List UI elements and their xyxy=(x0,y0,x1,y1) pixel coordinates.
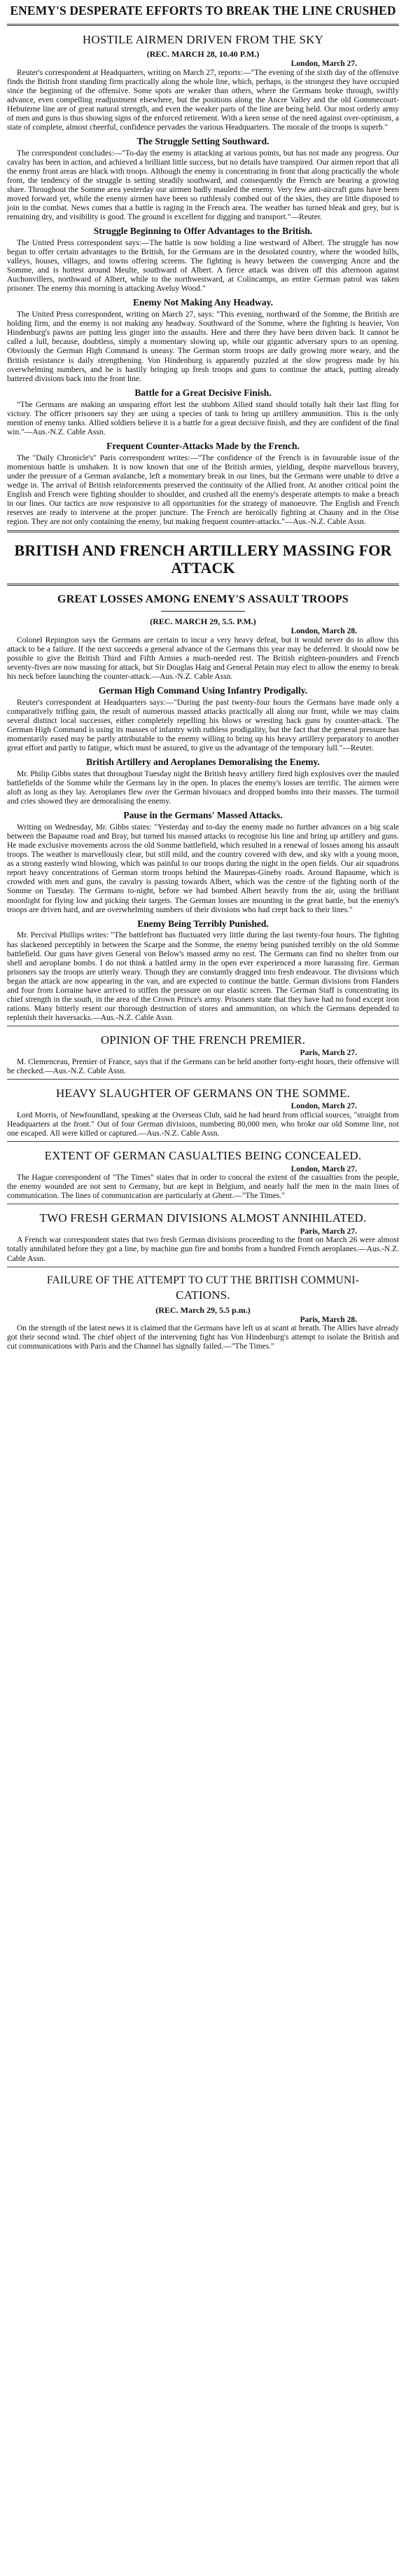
headline-casualties-concealed: EXTENT OF GERMAN CASUALTIES BEING CONCEALED. xyxy=(44,1149,362,1163)
headline-french-premier: OPINION OF THE FRENCH PREMIER. xyxy=(100,1033,306,1047)
dateline: London, March 27. xyxy=(290,1102,357,1111)
story-paragraph: The Hague correspondent of "The Times" states that in order to conceal the extent of the casualties from the people, the enemy wounded are not sent to Germany, but are kept in Belgium, and nearly half the men in the main lines of communication. The lines of communication are particularly at Ghent.—"The Times." xyxy=(7,1173,399,1201)
story-paragraph: Mr. Percival Phillips writes: "The battlefront has fluctuated very little during the last twenty-four hours. The fighting has slackened perceptibly in between the Scarpe and the Somme, the enemy being punished terribly on the old Somme battlefield. Our guns have given General von Below's massed army no rest. The Germans can find no shelter from our shell and aeroplane bombs. I do not think a battled army in the open ever experienced a more harassing fire. German prisoners say the troops are utterly weary. Though they are constantly dragged into fresh endeavour. The divisions which began the attack are now appearing in the van, and are expected to continue the battle. German divisions from Flanders and four from Lorraine have arrived to stiffen the pressure on our elastic screen. The German Staff is concentrating its chief strength in the south, in the area of the Crown Prince's army. Prisoners state that they have had no food except iron rations. Many bitterly resent our thorough destruction of stores and ammunition, on which the Germans depended to replenish their haversacks.—Aus.-N.Z. Cable Assn. xyxy=(7,931,399,1022)
section-title: Enemy Being Terribly Punished. xyxy=(137,918,269,929)
story-paragraph: The United Press correspondent says:—The battle is now holding a line westward of Albert. The struggle has now begun to offer certain advantages to the British, for the Germans are in the desolated country, where the wooded hills, valleys, houses, villages, and towns offering screens. The fighting is heavy between the converging Ancre and the Somme, and is hottest around Meulte, southward of Albert. A fierce attack was driven off this afternoon against Auchonvillers, northward of Albert, while to the northwestward, at Colincamps, an entire German patrol was taken prisoner. The enemy this morning is attacking Aveluy Wood." xyxy=(7,239,399,294)
story-paragraph: Reuter's correspondent at Headquarters says:—"During the past twenty-four hours the Germans have made only a comparatively trifling gain, the result of numerous massed attacks practically all along our front, while we may claim several distinct local successes, either completely repelling his blows or wresting back guns by counter-attack. The German High Command is using its masses of infantry with ruthless prodigality, but the fact that the general pressure has momentarily eased may be partly attributable to the enemy willing to bring up his heavy artillery preparatory to another great effort and partly to fatigue, which must be assured, to give us the advantage of the temporary lull."—Reuter. xyxy=(7,698,399,753)
story-paragraph: The "Daily Chronicle's" Paris correspondent writes:—"The confidence of the French is in favourable issue of the momentous battle is unshaken. It is now known that one of the British armies, yielding, despite marvellous bravery, under the pressure of a German avalanche, left a momentary break in our lines, but the Germans were unable to drive a wedge in. The arrival of British reinforcements preserved the continuity of the Allied front. At another critical point the English and French were fighting shoulder to shoulder, and crushed all the enemy's desperate attempts to make a breach in our lines. Our tactics are now responsive to all opportunities for the strategy of manoeuvre. The English and French reserves are ready to intervene at the proper juncture. The French are heroically fighting at Chauny and in the Oise region. They are not only containing the enemy, but making frequent counter-attacks."—Aus.-N.Z. Cable Assn. xyxy=(7,453,399,526)
story-paragraph: Mr. Philip Gibbs states that throughout Tuesday night the British heavy artillery fired high explosives over the mauled battlefields of the Somme while the Germans lay in the open. In places the enemy's losses are terrific. The airmen were aloft as long as they lay. Aeroplanes flew over the German bivouacs and dropped bombs into their masses. The turmoil and cries showed they are demoralising the enemy. xyxy=(7,770,399,806)
subheadline-great-losses: GREAT LOSSES AMONG ENEMY'S ASSAULT TROOPS xyxy=(57,593,349,605)
section-title: The Struggle Setting Southward. xyxy=(136,136,270,147)
subheadline-hostile-airmen: HOSTILE AIRMEN DRIVEN FROM THE SKY xyxy=(82,33,324,47)
section-title: Battle for a Great Decisive Finish. xyxy=(134,387,272,398)
headline-enemy-efforts: ENEMY'S DESPERATE EFFORTS TO BREAK THE LINE CRUSHED xyxy=(10,4,396,18)
dateline: Paris, March 27. xyxy=(300,1049,357,1058)
divider xyxy=(7,1079,399,1080)
divider xyxy=(7,584,399,586)
story-paragraph: M. Clemenceau, Premier of France, says that if the Germans can be held another forty-eight hours, their offensive will be checked.—Aus.-N.Z. Cable Assn. xyxy=(7,1057,399,1076)
received-time: (REC. MARCH 29, 5.5. P.M.) xyxy=(150,617,256,627)
section-title: Struggle Beginning to Offer Advantages to the British. xyxy=(93,226,313,237)
section-title: German High Command Using Infantry Prodigally. xyxy=(98,685,308,696)
section-title: Enemy Not Making Any Headway. xyxy=(133,297,273,308)
story-paragraph: "The Germans are making an unsparing effort lest the stubborn Allied stand should totally halt their last fling for victory. The officer prisoners say they are using a species of tank to bring up artillery ammunition. This is the only mention of enemy tanks. Allied soldiers believe it is a battle for a great decisive finish, and they are confident of the final win."—Aus.-N.Z. Cable Assn. xyxy=(7,400,399,436)
story-paragraph: Writing on Wednesday, Mr. Gibbs states: "Yesterday and to-day the enemy made no further advances on a big scale between the Bapaume road and Bray, but turned his massed attacks to recognise his line and bring up artillery and guns. He made exclusive movements across the old Somme battlefield, which resulted in a renewal of losses among his assault troops. The weather is marvellously clear, but still mild, and the country covered with dew, and sky with a young moon, as a strong easterly wind blowing, which was painful to our troops during the night in the open fields. Our air squadrons report heavy concentrations of German storm troops behind the Maurepas-Gineby roads. Around Bapaume, which is crowded with men and guns, the cavalry is passing towards Albert, which was the centre of the fighting north of the Somme on Tuesday. The Germans to-night, before we had bombed Albert heavily from the air, using the brilliant moonlight for flying low and picking their targets. The German losses are mounting in the great battle, but the enemy's troops are driven hard, and are overwhelming numbers of their divisions who had crept back to their lines." xyxy=(7,823,399,914)
section-title: Frequent Counter-Attacks Made by the French. xyxy=(106,440,300,451)
divider xyxy=(7,530,399,532)
headline-divisions-annihilated: TWO FRESH GERMAN DIVISIONS ALMOST ANNIHILATED. xyxy=(39,1211,367,1225)
headline-artillery-massing: BRITISH AND FRENCH ARTILLERY MASSING FOR ATTACK xyxy=(14,541,392,577)
story-paragraph: Reuter's correspondent at Headquarters, writing on March 27, reports:—"The evening of the sixth day of the offensive finds the British front standing firm practically along the whole line, which, perhaps, is the strongest they have occupied since the beginning of the offensive. Some spots are weaker than others, where the Germans broke through, swiftly advance, even compelling readjustment elsewhere, but the positions along the Ancre Valley and the old Gommecourt-Hebuterne line are of great natural strength, and even the weaker parts of the line are being held. Our most orderly army of men and guns is thus showing signs of the enforced retirement. With a keen sense of the need against over-optimism, a state of complete, almost cheerful, confidence pervades the various Headquarters. The morale of the troops is superb." xyxy=(7,68,399,132)
divider xyxy=(7,1141,399,1142)
received-time: (REC. March 29, 5.5 p.m.) xyxy=(155,1304,251,1315)
headline-heavy-slaughter: HEAVY SLAUGHTER OF GERMANS ON THE SOMME. xyxy=(56,1087,350,1101)
story-paragraph: The correspondent concludes:—"To-day the enemy is attacking at various points, but has not made any progress. Our cavalry has been in action, and achieved a brilliant little success, but no details have transpired. Our airmen report that all the enemy front areas are black with troops. Although the enemy is concentrating in front that along practically the whole front, the tendency of the struggle is setting steadily southward, and consequently the French are bearing a growing share. Throughout the Somme area yesterday our airmen badly mauled the enemy. Very few anti-aircraft guns have been moved forward yet, while the enemy airmen have been so ruthlessly combed out of the skies, they are little disposed to join in the combat. News comes that a battle is raging in the French area. The weather has turned bleak and grey, but is remaining dry, and visibility is good. The ground is excellent for digging and transport."—Reuter. xyxy=(7,149,399,222)
divider xyxy=(7,24,399,26)
headline-failure-communications-line2: CATIONS. xyxy=(176,1288,230,1302)
story-paragraph: Lord Morris, of Newfoundland, speaking at the Overseas Club, said he had heard from official sources, "straight from Headquarters at the front." Out of four German divisions, numbering 80,000 men, who broke our old Somme line, not one escaped. All were killed or captured.—Aus.-N.Z. Cable Assn. xyxy=(7,1111,399,1138)
story-paragraph: On the strength of the latest news it is claimed that the Germans have left us at scant at breath. The Allies have already got their second wind. The chief object of the intervening fight has Von Hindenburg's attempt to isolate the British and cut communications with Paris and the Channel has signally failed.—"The Times." xyxy=(7,1324,399,1351)
divider xyxy=(161,611,245,612)
dateline: Paris, March 27. xyxy=(300,1227,357,1236)
story-paragraph: The United Press correspondent, writing on March 27, says: "This evening, northward of the Somme, the British are holding firm, and the enemy is not making any headway. Southward of the Somme, where the fighting is heavier, Von Hindenburg's pawns are putting less ginger into the assaults. Here and there they have been driven back. It cannot be called a lull, because, doubtless, simply a momentary slowing up, while our gigantic adversary spurs to an opening. Obviously the German High Command is uneasy. The German storm troops are daily growing more weary, and the British resistance is daily strengthening. Von Hindenburg is apparently puzzled at the slow progress made by his overwhelming numbers, and he is hastily bringing up fresh troops and guns to continue the attack, putting already battered divisions back into the front line. xyxy=(7,310,399,383)
dateline: London, March 27. xyxy=(290,60,357,69)
dateline: London, March 28. xyxy=(290,627,357,636)
section-title: Pause in the Germans' Massed Attacks. xyxy=(123,810,283,821)
section-title: British Artillery and Aeroplanes Demoralising the Enemy. xyxy=(86,757,320,768)
headline-failure-communications: FAILURE OF THE ATTEMPT TO CUT THE BRITISH COMMUNI- xyxy=(46,1274,360,1286)
story-paragraph: Colonel Repington says the Germans are certain to incur a very heavy defeat, but it would never do to allow this attack to be a failure. If the next succeeds a general advance of the Germans this year may be deferred. It should now be possible to give the British Third and Fifth Armies a much-needed rest. The British eighteen-pounders and French seventy-fives are now massing for attack, but Sir Douglas Haig and General Petain may elect to allow the enemy to break his neck before launching the counter-attack.—Aus.-N.Z. Cable Assn. xyxy=(7,635,399,682)
story-paragraph: A French war correspondent states that two fresh German divisions proceeding to the front on March 26 were almost totally annihilated before they got a line, by machine gun fire and bombs from a hundred French aeroplanes.—Aus.-N.Z. Cable Assn. xyxy=(7,1236,399,1263)
received-time: (REC. MARCH 28, 10.40 P.M.) xyxy=(146,48,260,59)
dateline: Paris, March 28. xyxy=(300,1315,357,1324)
dateline: London, March 27. xyxy=(290,1164,357,1173)
